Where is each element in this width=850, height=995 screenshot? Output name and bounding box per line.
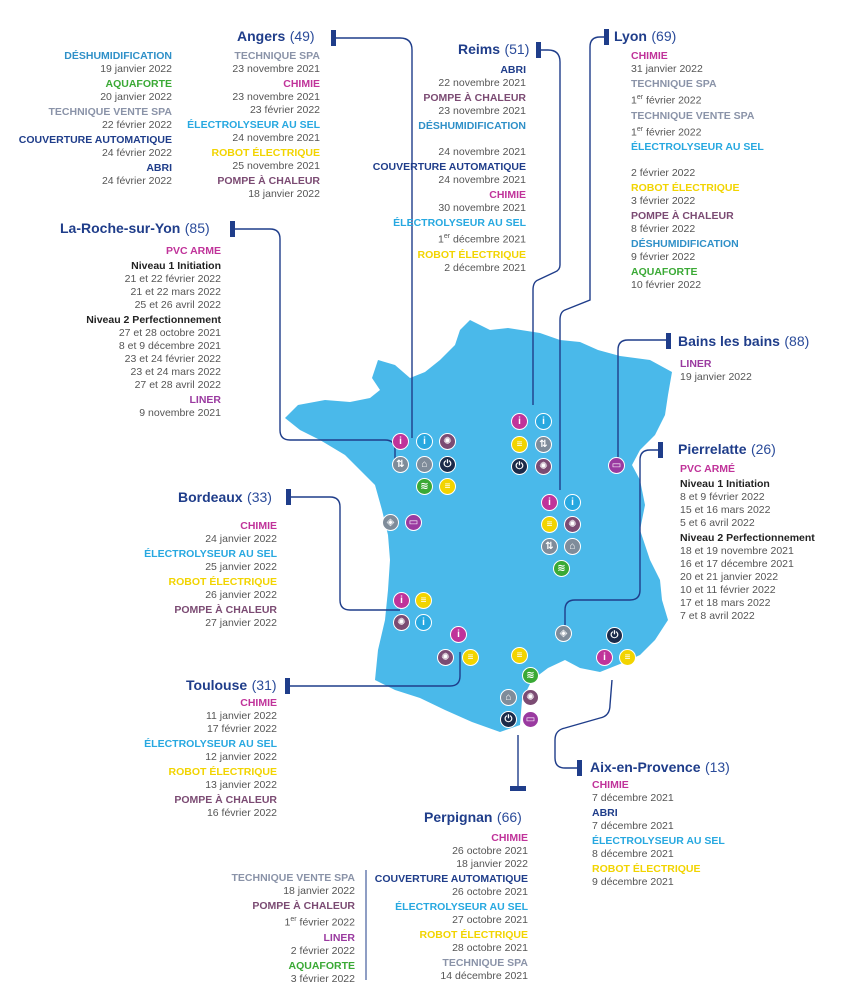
training-date: 24 février 2022 <box>101 175 172 187</box>
robot-icon: ≡ <box>511 436 528 453</box>
info-chimie-icon: i <box>450 626 467 643</box>
training-title: POMPE À CHALEUR <box>423 92 526 104</box>
city-name: Reims <box>458 41 501 57</box>
training-date: 8 et 9 février 2022 <box>680 491 765 503</box>
training-item <box>631 78 764 108</box>
training-date: 1er février 2022 <box>631 125 702 138</box>
training-item <box>375 929 528 955</box>
abri-icon: ⌂ <box>416 456 433 473</box>
couverture-icon: ⏻ <box>500 711 517 728</box>
training-title: TECHNIQUE SPA <box>631 78 717 90</box>
training-date: 9 décembre 2021 <box>592 876 674 888</box>
training-item <box>232 960 356 986</box>
abri-icon: ⌂ <box>500 689 517 706</box>
training-item <box>144 576 277 602</box>
training-title: LINER <box>323 931 355 944</box>
city-heading-angers <box>237 28 315 46</box>
aquaforte-icon: ≋ <box>522 667 539 684</box>
training-date: 21 et 22 février 2022 <box>124 273 221 285</box>
training-title: CHIMIE <box>283 78 320 90</box>
robot-icon: ≡ <box>541 516 558 533</box>
training-date: 9 février 2022 <box>631 251 696 263</box>
info-electrolyseur-icon: i <box>415 614 432 631</box>
liner-icon: ▭ <box>522 711 539 728</box>
couverture-icon: ⏻ <box>606 627 623 644</box>
info-chimie-icon: i <box>596 649 613 666</box>
info-electrolyseur-icon: i <box>535 413 552 430</box>
technique-spa-icon: ◈ <box>382 514 399 531</box>
training-date: 1er décembre 2021 <box>438 233 526 246</box>
training-date: 22 novembre 2021 <box>438 77 526 89</box>
training-item <box>86 260 221 312</box>
training-date: 28 octobre 2021 <box>452 942 528 954</box>
training-title: ÉLECTROLYSEUR AU SEL <box>631 141 764 153</box>
training-date: 23 et 24 mars 2022 <box>130 366 221 378</box>
angers-list-right <box>187 50 320 203</box>
training-item <box>631 238 764 264</box>
training-title: Niveau 2 Perfectionnement <box>86 314 221 326</box>
training-title: AQUAFORTE <box>288 959 355 972</box>
training-date: 12 janvier 2022 <box>205 751 277 763</box>
training-title: CHIMIE <box>491 832 528 844</box>
training-date: 16 et 17 décembre 2021 <box>680 558 794 570</box>
info-chimie-icon: i <box>511 413 528 430</box>
bains-list <box>680 358 752 386</box>
couverture-icon: ⏻ <box>511 458 528 475</box>
training-title: POMPE À CHALEUR <box>174 794 277 806</box>
lyon-list <box>631 50 764 294</box>
info-chimie-icon: i <box>393 592 410 609</box>
france-outline <box>285 320 672 732</box>
city-dept: (49) <box>289 28 315 44</box>
training-date: 1er février 2022 <box>284 916 355 929</box>
training-date: 2 février 2022 <box>290 944 355 957</box>
training-item <box>19 134 172 160</box>
training-item <box>680 463 815 476</box>
info-electrolyseur-icon: i <box>564 494 581 511</box>
training-date: 13 janvier 2022 <box>205 779 277 791</box>
training-title: TECHNIQUE SPA <box>442 957 528 969</box>
training-title: ÉLECTROLYSEUR AU SEL <box>144 738 277 750</box>
robot-icon: ≡ <box>462 649 479 666</box>
city-dept: (51) <box>504 41 530 57</box>
city-heading-reims <box>458 41 529 59</box>
robot-icon: ≡ <box>439 478 456 495</box>
training-date: 25 janvier 2022 <box>205 561 277 573</box>
training-item <box>144 548 277 574</box>
city-heading-bains <box>678 333 809 351</box>
training-item <box>144 697 277 736</box>
training-title: DÉSHUMIDIFICATION <box>418 120 526 132</box>
city-heading-perpignan <box>424 809 522 827</box>
training-title: CHIMIE <box>240 697 277 709</box>
training-item <box>592 835 725 861</box>
training-date: 9 novembre 2021 <box>139 407 221 419</box>
training-date: 27 janvier 2022 <box>205 617 277 629</box>
training-item <box>680 478 815 530</box>
city-name: Lyon <box>614 28 647 44</box>
training-date: 18 janvier 2022 <box>248 188 320 200</box>
training-item <box>631 182 764 208</box>
training-title: POMPE À CHALEUR <box>217 175 320 187</box>
training-date: 8 février 2022 <box>631 223 696 235</box>
training-title: POMPE À CHALEUR <box>631 210 734 222</box>
training-title: COUVERTURE AUTOMATIQUE <box>372 161 526 173</box>
training-item <box>592 863 725 889</box>
training-item <box>144 520 277 546</box>
training-date: 18 janvier 2022 <box>283 885 355 897</box>
training-date: 26 janvier 2022 <box>205 589 277 601</box>
training-date: 20 janvier 2022 <box>100 91 172 103</box>
liner-icon: ▭ <box>608 457 625 474</box>
training-item <box>144 794 277 820</box>
training-date: 18 janvier 2022 <box>456 858 528 870</box>
perpignan-list-left <box>232 872 356 988</box>
training-date: 7 et 8 avril 2022 <box>680 610 755 622</box>
city-name: Bains les bains <box>678 333 780 349</box>
training-date: 20 et 21 janvier 2022 <box>680 571 779 583</box>
training-item <box>375 873 528 899</box>
training-title: ÉLECTROLYSEUR AU SEL <box>187 119 320 131</box>
training-date: 17 février 2022 <box>206 723 277 735</box>
training-title: LINER <box>189 394 221 406</box>
training-date: 25 novembre 2021 <box>232 160 320 172</box>
training-item <box>631 50 764 76</box>
training-date: 24 février 2022 <box>101 147 172 159</box>
perpignan-list-right <box>375 832 528 985</box>
angers-list-left <box>19 50 172 190</box>
city-name: La-Roche-sur-Yon <box>60 220 181 236</box>
training-title: ABRI <box>592 807 618 819</box>
training-title: ÉLECTROLYSEUR AU SEL <box>144 548 277 560</box>
training-item <box>232 872 356 898</box>
city-name: Aix-en-Provence <box>590 759 701 775</box>
training-title: DÉSHUMIDIFICATION <box>631 238 739 250</box>
training-title: LINER <box>680 358 712 370</box>
training-item <box>232 900 356 930</box>
training-date: 21 et 22 mars 2022 <box>130 286 221 298</box>
training-item <box>187 78 320 117</box>
aix-list <box>592 779 725 891</box>
training-date: 19 janvier 2022 <box>680 371 752 383</box>
training-title: ÉLECTROLYSEUR AU SEL <box>592 835 725 847</box>
city-dept: (33) <box>247 489 272 505</box>
pompe-chaleur-icon: ✺ <box>564 516 581 533</box>
training-item <box>86 394 221 420</box>
training-item <box>592 807 725 833</box>
training-item <box>592 779 725 805</box>
training-date: 8 et 9 décembre 2021 <box>118 340 221 352</box>
city-name: Toulouse <box>186 677 248 693</box>
training-title: ROBOT ÉLECTRIQUE <box>168 766 277 778</box>
training-title: DÉSHUMIDIFICATION <box>64 50 172 62</box>
training-title: PVC ARMÉ <box>680 463 736 475</box>
training-item <box>19 162 172 188</box>
pompe-chaleur-icon: ✺ <box>393 614 410 631</box>
toulouse-list <box>144 697 277 822</box>
training-date: 3 février 2022 <box>631 195 696 207</box>
abri-icon: ⌂ <box>564 538 581 555</box>
city-name: Pierrelatte <box>678 441 747 457</box>
training-item <box>19 78 172 104</box>
training-title: ABRI <box>146 162 172 174</box>
city-heading-toulouse <box>186 677 277 695</box>
city-dept: (85) <box>184 220 210 236</box>
training-date: 24 janvier 2022 <box>205 533 277 545</box>
training-date: 23 février 2022 <box>249 104 320 116</box>
training-title: COUVERTURE AUTOMATIQUE <box>18 134 172 146</box>
training-item <box>187 147 320 173</box>
training-title: CHIMIE <box>631 50 668 62</box>
training-title: TECHNIQUE VENTE SPA <box>631 109 755 122</box>
training-item <box>373 161 526 187</box>
city-dept: (31) <box>251 677 277 693</box>
training-title: COUVERTURE AUTOMATIQUE <box>374 873 528 885</box>
training-date <box>373 133 526 146</box>
training-date: 26 octobre 2021 <box>452 886 528 898</box>
training-date: 22 février 2022 <box>101 119 172 131</box>
training-item <box>631 110 764 140</box>
training-item <box>375 832 528 871</box>
liner-icon: ▭ <box>405 514 422 531</box>
training-item <box>144 738 277 764</box>
training-title: ROBOT ÉLECTRIQUE <box>419 929 528 941</box>
training-date: 23 et 24 février 2022 <box>124 353 221 365</box>
couverture-icon: ⏻ <box>439 456 456 473</box>
training-date: 23 novembre 2021 <box>232 63 320 75</box>
deshumidification-icon: ⇅ <box>535 436 552 453</box>
city-dept: (13) <box>704 759 730 775</box>
training-item <box>373 120 526 159</box>
training-item <box>232 932 356 958</box>
city-name: Bordeaux <box>178 489 243 505</box>
training-title: CHIMIE <box>489 189 526 201</box>
training-title: POMPE À CHALEUR <box>174 604 277 616</box>
city-heading-lyon <box>614 28 676 46</box>
training-date: 3 février 2022 <box>290 972 355 985</box>
training-item <box>144 766 277 792</box>
pompe-chaleur-icon: ✺ <box>522 689 539 706</box>
training-item <box>375 957 528 983</box>
deshumidification-icon: ⇅ <box>541 538 558 555</box>
city-heading-laroche <box>60 220 210 238</box>
training-item <box>19 50 172 76</box>
training-item <box>375 901 528 927</box>
training-item <box>19 106 172 132</box>
training-date: 15 et 16 mars 2022 <box>680 504 771 516</box>
training-date <box>631 154 764 167</box>
training-date: 30 novembre 2021 <box>438 202 526 214</box>
training-date: 17 et 18 mars 2022 <box>680 597 771 609</box>
training-date: 7 décembre 2021 <box>592 820 674 832</box>
training-title: ROBOT ÉLECTRIQUE <box>211 147 320 159</box>
robot-icon: ≡ <box>511 647 528 664</box>
training-title: Niveau 1 Initiation <box>131 260 221 272</box>
training-date: 7 décembre 2021 <box>592 792 674 804</box>
training-item <box>86 314 221 392</box>
training-item <box>86 245 221 258</box>
training-date: 24 novembre 2021 <box>438 174 526 186</box>
training-date: 10 février 2022 <box>631 279 702 291</box>
training-date: 24 novembre 2021 <box>438 146 526 158</box>
training-item <box>144 604 277 630</box>
training-date: 23 novembre 2021 <box>438 105 526 117</box>
city-name: Angers <box>237 28 286 44</box>
city-dept: (66) <box>496 809 522 825</box>
info-chimie-icon: i <box>541 494 558 511</box>
training-date: 2 février 2022 <box>631 167 696 179</box>
city-heading-bordeaux <box>178 489 272 507</box>
training-date: 26 octobre 2021 <box>452 845 528 857</box>
training-item <box>373 92 526 118</box>
training-title: ROBOT ÉLECTRIQUE <box>631 182 740 194</box>
training-date: 14 décembre 2021 <box>440 970 528 982</box>
training-item <box>631 141 764 180</box>
training-title: TECHNIQUE VENTE SPA <box>231 872 355 884</box>
training-title: Niveau 1 Initiation <box>680 478 770 490</box>
pompe-chaleur-icon: ✺ <box>439 433 456 450</box>
training-date: 27 octobre 2021 <box>452 914 528 926</box>
training-title: PVC ARME <box>165 245 221 257</box>
training-date: 10 et 11 février 2022 <box>680 584 776 596</box>
training-date: 18 et 19 novembre 2021 <box>680 545 794 557</box>
training-date: 1er février 2022 <box>631 94 702 107</box>
training-date: 8 décembre 2021 <box>592 848 674 860</box>
aquaforte-icon: ≋ <box>553 560 570 577</box>
training-title: ROBOT ÉLECTRIQUE <box>592 863 701 875</box>
training-item <box>631 266 764 292</box>
city-heading-aix <box>590 759 730 777</box>
training-item <box>680 358 752 384</box>
training-date: 25 et 26 avril 2022 <box>134 299 221 311</box>
training-item <box>187 119 320 145</box>
training-title: ROBOT ÉLECTRIQUE <box>417 248 526 261</box>
city-name: Perpignan <box>424 809 493 825</box>
info-electrolyseur-icon: i <box>416 433 433 450</box>
training-item <box>680 532 815 623</box>
training-item <box>187 50 320 76</box>
training-item <box>373 217 526 247</box>
training-date: 19 janvier 2022 <box>100 63 172 75</box>
training-date: 24 novembre 2021 <box>232 132 320 144</box>
pompe-chaleur-icon: ✺ <box>535 458 552 475</box>
bordeaux-list <box>144 520 277 632</box>
training-item <box>373 189 526 215</box>
pompe-chaleur-icon: ✺ <box>437 649 454 666</box>
training-title: CHIMIE <box>592 779 629 791</box>
training-date: 27 et 28 octobre 2021 <box>118 327 221 339</box>
training-title: CHIMIE <box>240 520 277 532</box>
city-dept: (26) <box>750 441 776 457</box>
training-date: 27 et 28 avril 2022 <box>134 379 221 391</box>
city-heading-pierrelatte <box>678 441 776 459</box>
training-title: TECHNIQUE VENTE SPA <box>48 106 172 118</box>
city-dept: (69) <box>651 28 677 44</box>
training-date: 23 novembre 2021 <box>232 91 320 103</box>
technique-spa-icon: ◈ <box>555 625 572 642</box>
robot-icon: ≡ <box>619 649 636 666</box>
city-dept: (88) <box>784 333 810 349</box>
training-date: 31 janvier 2022 <box>631 63 703 75</box>
robot-icon: ≡ <box>415 592 432 609</box>
training-item <box>373 249 526 275</box>
aquaforte-icon: ≋ <box>416 478 433 495</box>
laroche-list <box>86 245 221 422</box>
training-date: 11 janvier 2022 <box>205 710 277 722</box>
training-title: ROBOT ÉLECTRIQUE <box>168 576 277 588</box>
pierrelatte-list <box>680 463 815 625</box>
training-title: TECHNIQUE SPA <box>234 50 320 62</box>
training-date: 16 février 2022 <box>206 807 277 819</box>
training-title: AQUAFORTE <box>631 266 698 278</box>
training-title: ÉLECTROLYSEUR AU SEL <box>395 901 528 913</box>
training-title: ÉLECTROLYSEUR AU SEL <box>393 217 526 229</box>
info-chimie-icon: i <box>392 433 409 450</box>
training-date: 2 décembre 2021 <box>444 261 526 274</box>
deshumidification-icon: ⇅ <box>392 456 409 473</box>
training-item <box>631 210 764 236</box>
training-item <box>187 175 320 201</box>
training-title: ABRI <box>500 64 526 76</box>
training-item <box>373 64 526 90</box>
training-title: POMPE À CHALEUR <box>252 900 355 912</box>
training-date: 5 et 6 avril 2022 <box>680 517 755 529</box>
training-title: Niveau 2 Perfectionnement <box>680 532 815 544</box>
training-title: AQUAFORTE <box>105 78 172 90</box>
reims-list <box>373 64 526 277</box>
